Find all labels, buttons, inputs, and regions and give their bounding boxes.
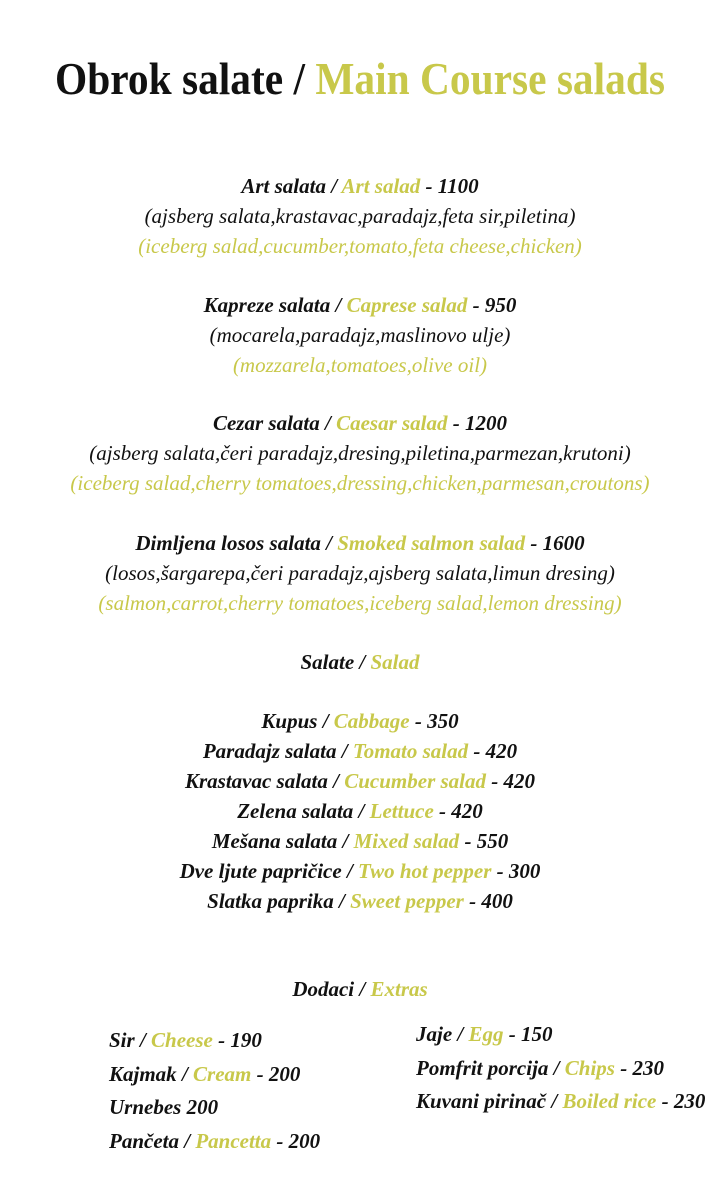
extras-right-column	[416, 1018, 705, 1119]
section-header-salad: Salate / Salad	[300, 650, 420, 674]
title-local: Obrok salate	[55, 53, 284, 104]
item-description-local: (losos,šargarepa,čeri paradajz,ajsberg salata,limun dresing)	[105, 561, 615, 585]
item-name-english: Art salad	[341, 174, 421, 198]
list-item: Zelena salata / Lettuce - 420	[237, 799, 483, 823]
item-description-local: (ajsberg salata,čeri paradajz,dresing,piletina,parmezan,krutoni)	[89, 441, 631, 465]
list-item: Slatka paprika / Sweet pepper - 400	[207, 889, 513, 913]
item-name-local: Kapreze salata	[203, 293, 331, 317]
menu-item-caprese-salad	[0, 290, 720, 380]
list-item: Pomfrit porcija / Chips - 230	[416, 1055, 664, 1080]
menu-item-art-salad	[0, 171, 720, 261]
item-name-local: Dimljena losos salata	[135, 531, 321, 555]
list-item: Paradajz salata / Tomato salad - 420	[202, 739, 518, 763]
item-price: 1600	[542, 531, 585, 555]
item-heading: Cezar salata / Caesar salad - 1200	[212, 411, 508, 435]
list-item: Krastavac salata / Cucumber salad - 420	[184, 769, 536, 793]
salad-list	[0, 706, 720, 916]
page-title	[36, 52, 684, 105]
list-item: Pančeta / Pancetta - 200	[109, 1128, 321, 1153]
section-title-english: Salad	[370, 650, 420, 674]
list-item: Kajmak / Cream - 200	[109, 1061, 301, 1086]
item-name-english: Smoked salmon salad	[337, 531, 526, 555]
item-description-english: (salmon,carrot,cherry tomatoes,iceberg salad,lemon dressing)	[98, 591, 622, 615]
item-heading: Kapreze salata / Caprese salad - 950	[203, 293, 517, 317]
section-title-english: Extras	[370, 977, 428, 1001]
title-english: Main Course salads	[315, 53, 665, 104]
section-title-local: Dodaci	[292, 977, 355, 1001]
extras-left-column	[109, 1024, 320, 1158]
list-item: Dve ljute papričice / Two hot pepper - 300	[179, 859, 541, 883]
item-heading: Art salata / Art salad - 1100	[241, 174, 479, 198]
section-header-extras: Dodaci / Extras	[292, 977, 428, 1001]
menu-item-smoked-salmon-salad	[0, 528, 720, 618]
item-description-local: (mocarela,paradajz,maslinovo ulje)	[209, 323, 511, 347]
list-item: Kupus / Cabbage - 350	[261, 709, 459, 733]
item-heading: Dimljena losos salata / Smoked salmon salad - 1600	[135, 531, 585, 555]
item-name-english: Caprese salad	[346, 293, 468, 317]
item-name-local: Cezar salata	[212, 411, 320, 435]
list-item: Kuvani pirinač / Boiled rice - 230	[416, 1089, 706, 1113]
item-description-english: (iceberg salad,cucumber,tomato,feta cheese,chicken)	[138, 234, 582, 258]
list-item: Mešana salata / Mixed salad - 550	[211, 829, 509, 853]
item-description-english: (mozzarela,tomatoes,olive oil)	[232, 353, 488, 377]
list-item: Jaje / Egg - 150	[416, 1022, 553, 1046]
title-separator: /	[283, 53, 316, 104]
list-item: Sir / Cheese - 190	[109, 1028, 262, 1052]
item-name-english: Caesar salad	[336, 411, 448, 435]
item-description-english: (iceberg salad,cherry tomatoes,dressing,chicken,parmesan,croutons)	[70, 471, 650, 495]
item-price: 1200	[465, 411, 508, 435]
menu-item-caesar-salad	[0, 408, 720, 498]
item-price: 950	[484, 293, 517, 317]
item-price: 1100	[437, 174, 479, 198]
item-description-local: (ajsberg salata,krastavac,paradajz,feta sir,piletina)	[144, 204, 576, 228]
list-item: Urnebes 200	[109, 1095, 219, 1119]
item-name-local: Art salata	[241, 174, 326, 198]
section-title-local: Salate	[300, 650, 355, 674]
